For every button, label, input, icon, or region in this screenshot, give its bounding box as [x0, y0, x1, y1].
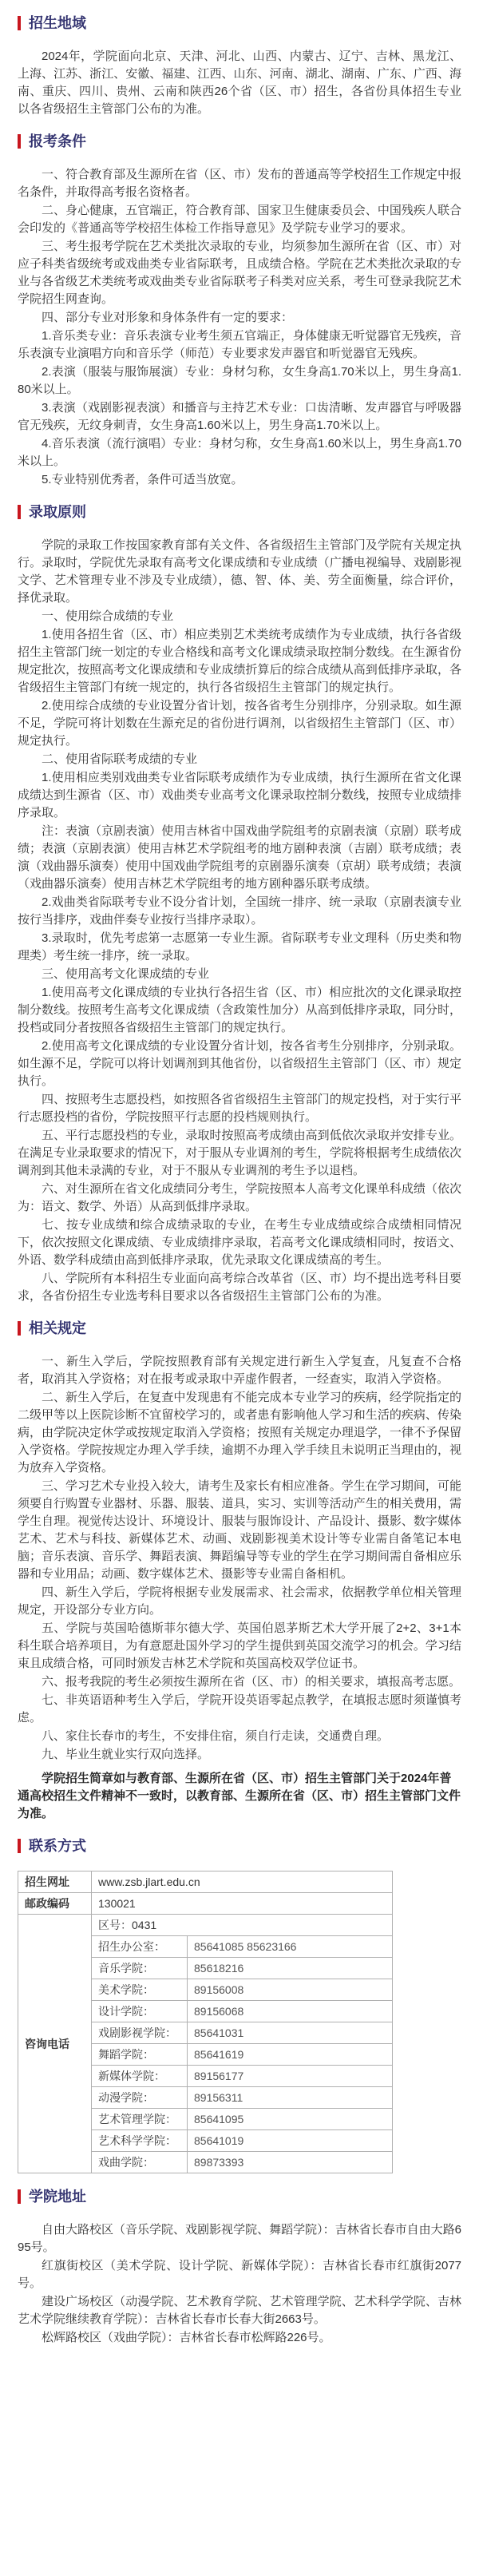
section-region [18, 11, 461, 118]
phone-label: 咨询电话 [18, 1915, 92, 2173]
dept-tel[interactable]: 85618216 [188, 1958, 393, 1979]
dept-name: 戏曲学院： [92, 2152, 188, 2173]
paragraph: 一、符合教育部及生源所在省（区、市）发布的普通高等学校招生工作规定中报名条件，并取得高考报名资格者。 [18, 168, 461, 199]
dept-name: 艺术管理学院： [92, 2109, 188, 2130]
paragraph: 五、平行志愿投档的专业，录取时按照高考成绩由高到低依次录取并安排专业。在满足专业录取要求的情况下，对于服从专业调剂的考生，学院将根据考生成绩依次调剂到其他未录满的专业，对于不服从专业调剂的考生予以退档。 [18, 1129, 461, 1177]
post-value: 130021 [92, 1893, 393, 1915]
dept-name: 动漫学院： [92, 2087, 188, 2109]
paragraph: 五、学院与英国哈德斯菲尔德大学、英国伯恩茅斯艺术大学开展了2+2、3+1本科生联合培养项目，为有意愿赴国外学习的学生提供到英国交流学习的机会。学习结束且成绩合格，可同时颁发吉林艺术学院和英国高校双学位证书。 [18, 1621, 461, 1670]
paragraph: 2.使用综合成绩的专业设置分省计划，按各省考生分别排序，分别录取。如生源不足，学院可将计划数在生源充足的省份进行调剂，以省级招生主管部门（区、市）规定执行。 [18, 699, 461, 748]
heading: 录取原则 [29, 504, 86, 520]
paragraph: 三、考生报考学院在艺术类批次录取的专业，均须参加生源所在省（区、市）对应子科类省级统考或戏曲类专业省际联考，且成绩合格。学院在艺术类批次录取的专业与各省级艺术类统考或戏曲类专业省际联考子科类对应关系，考生可登录我院艺术学院招生网查询。 [18, 240, 461, 306]
dept-name: 新媒体学院： [92, 2066, 188, 2087]
dept-tel[interactable]: 85641019 [188, 2130, 393, 2152]
table-row [18, 1915, 393, 1936]
address-line: 建设广场校区（动漫学院、艺术教育学院、艺术管理学院、艺术科学学院、吉林艺术学院继续教育学院）：吉林省长春市长春大街2663号。 [18, 2295, 461, 2326]
paragraph: 七、非英语语种考生入学后，学院开设英语零起点教学，在填报志愿时须谨慎考虑。 [18, 1693, 461, 1725]
section-title [18, 11, 461, 35]
site-link[interactable]: www.zsb.jlart.edu.cn [92, 1871, 393, 1893]
dept-name: 音乐学院： [92, 1958, 188, 1979]
paragraph: 1.使用各招生省（区、市）相应类别艺术类统考成绩作为专业成绩，执行各省级招生主管部门统一划定的专业合格线和高考文化课成绩录取控制分数线。在生源省份规定批次，按照高考文化课成绩和专业成绩折算后的综合成绩从高到低排序录取，各省级招生主管部门有统一规定的，执行各省级招生主管部门的规定执行。 [18, 628, 461, 694]
table-row [18, 1871, 393, 1893]
section-regulations [18, 1316, 461, 1823]
section-address [18, 2185, 461, 2347]
dept-name: 舞蹈学院： [92, 2044, 188, 2066]
dept-tel[interactable]: 89156008 [188, 1979, 393, 2001]
title-bar [18, 134, 21, 149]
post-label: 邮政编码 [18, 1893, 92, 1915]
heading: 学院地址 [29, 2189, 86, 2205]
dept-name: 戏剧影视学院： [92, 2022, 188, 2044]
dept-name: 艺术科学学院： [92, 2130, 188, 2152]
heading: 招生地域 [29, 15, 86, 31]
title-bar [18, 505, 21, 519]
paragraph: 七、按专业成绩和综合成绩录取的专业，在考生专业成绩或综合成绩相同情况下，依次按照文化课成绩、专业成绩排序录取，若高考文化课成绩相同时，按语文、外语、数学科成绩由高到低排序录取，优先录取文化课成绩高的考生。 [18, 1218, 461, 1267]
section-title [18, 2185, 461, 2209]
heading: 联系方式 [29, 1838, 86, 1854]
paragraph: 一、使用综合成绩的专业 [42, 609, 174, 623]
section-title [18, 129, 461, 153]
paragraph: 八、家住长春市的考生，不安排住宿，须自行走读，交通费自理。 [42, 1729, 390, 1743]
title-bar [18, 16, 21, 30]
paragraph: 1.音乐类专业：音乐表演专业考生须五官端正，身体健康无听觉器官无残疾，音乐表演专业演唱方向和音乐学（师范）专业要求发声器官和听觉器官无残疾。 [18, 329, 461, 360]
paragraph: 四、部分专业对形象和身体条件有一定的要求： [42, 311, 294, 324]
paragraph: 六、对生源所在省文化成绩同分考生，学院按照本人高考文化课单科成绩（依次为：语文、数学、外语）从高到低排序录取。 [18, 1182, 461, 1213]
paragraph: 三、使用高考文化课成绩的专业 [42, 967, 210, 981]
dept-tel[interactable]: 89156068 [188, 2001, 393, 2022]
area-code: 区号：0431 [92, 1915, 393, 1936]
policy-note: 学院招生简章如与教育部、生源所在省（区、市）招生主管部门关于2024年普通高校招生文件精神不一致时，以教育部、生源所在省（区、市）招生主管部门文件为准。 [18, 1772, 461, 1820]
section-title [18, 1316, 461, 1340]
title-bar [18, 1321, 21, 1336]
paragraph: 2.表演（服装与服饰展演）专业：身材匀称，女生身高1.70米以上，男生身高1.80米以上。 [18, 365, 461, 396]
section-admission-rules [18, 500, 461, 1305]
paragraph: 四、按照考生志愿投档，如按照各省省级招生主管部门的规定投档，对于实行平行志愿投档的省份，学院按照平行志愿的投档规则执行。 [18, 1093, 461, 1124]
paragraph: 1.使用相应类别戏曲类专业省际联考成绩作为专业成绩，执行生源所在省文化课成绩达到生源省（区、市）戏曲类专业高考文化课录取控制分数线，按照专业成绩排序录取。 [18, 771, 461, 820]
paragraph: 二、身心健康，五官端正，符合教育部、国家卫生健康委员会、中国残疾人联合会印发的《普通高等学校招生体检工作指导意见》及学院专业学习的要求。 [18, 204, 461, 235]
address-line: 自由大路校区（音乐学院、戏剧影视学院、舞蹈学院）：吉林省长春市自由大路695号。 [18, 2223, 461, 2254]
paragraph: 3.表演（戏剧影视表演）和播音与主持艺术专业：口齿清晰、发声器官与呼吸器官无残疾，无纹身刺青，女生身高1.60米以上，男生身高1.70米以上。 [18, 401, 461, 432]
dept-tel[interactable]: 89156177 [188, 2066, 393, 2087]
paragraph: 3.录取时，优先考虑第一志愿第一专业生源。省际联考专业文理科（历史类和物理类）考生统一排序，统一录取。 [18, 931, 461, 963]
title-bar [18, 1839, 21, 1853]
section-contact [18, 1834, 461, 2173]
dept-tel[interactable]: 85641031 [188, 2022, 393, 2044]
paragraph: 九、毕业生就业实行双向选择。 [42, 1748, 210, 1761]
address-line: 松辉路校区（戏曲学院）：吉林省长春市松辉路226号。 [42, 2331, 331, 2344]
paragraph: 5.专业特别优秀者，条件可适当放宽。 [42, 473, 243, 486]
paragraph: 二、新生入学后，在复查中发现患有不能完成本专业学习的疾病，经学院指定的二级甲等以上医院诊断不宜留校学习的，或者患有影响他人学习和生活的疾病、传染病，由学院决定休学或按规定取消入学资格；按照有关规定办理退学，一律不予保留入学资格。学院按规定办理入学手续，逾期不办理入学手续且未说明正当理由的，视为放弃入学资格。 [18, 1391, 461, 1475]
section-requirements [18, 129, 461, 489]
dept-tel[interactable]: 85641619 [188, 2044, 393, 2066]
contact-table [18, 1871, 393, 2173]
title-bar [18, 2189, 21, 2204]
paragraph: 三、学习艺术专业投入较大，请考生及家长有相应准备。学生在学习期间，可能须要自行购置专业器材、乐器、服装、道具，实习、实训等活动产生的相关费用，需学生自理。视觉传达设计、环境设计、服装与服饰设计、产品设计、摄影、数字媒体艺术、艺术与科技、新媒体艺术、动画、戏剧影视美术设计等专业需自备笔记本电脑；音乐表演、音乐学、舞蹈表演、舞蹈编导等专业的学生在学习期间需自备相应乐器和专业用品；动画、数字媒体艺术、摄影等专业需自备相机。 [18, 1479, 461, 1581]
paragraph: 二、使用省际联考成绩的专业 [42, 752, 198, 766]
paragraph: 注：表演（京剧表演）使用吉林省中国戏曲学院组考的京剧表演（京剧）联考成绩；表演（京剧表演）使用吉林艺术学院组考的地方剧种表演（吉剧）联考成绩；表演（戏曲器乐演奏）使用中国戏曲学院组考的京剧器乐演奏（京胡）联考成绩；表演（戏曲器乐演奏）使用吉林艺术学院组考的地方剧种器乐联考成绩。 [18, 824, 461, 891]
section-title [18, 500, 461, 524]
paragraph: 2.戏曲类省际联考专业不设分省计划，全国统一排序、统一录取（京剧表演专业按行当排序，戏曲伴奏专业按行当排序录取）。 [18, 895, 461, 927]
paragraph: 六、报考我院的考生必须按生源所在省（区、市）的相关要求，填报高考志愿。 [42, 1675, 461, 1689]
paragraph: 4.音乐表演（流行演唱）专业：身材匀称，女生身高1.60米以上，男生身高1.70米以上。 [18, 437, 461, 468]
heading: 相关规定 [29, 1320, 86, 1336]
dept-tel[interactable]: 89156311 [188, 2087, 393, 2109]
section-title [18, 1834, 461, 1858]
paragraph: 1.使用高考文化课成绩的专业执行各招生省（区、市）相应批次的文化课录取控制分数线。按照考生高考文化课成绩（含政策性加分）从高到低排序录取，同分时，投档或同分者按照各省级招生主管部门的规定执行。 [18, 986, 461, 1034]
dept-tel[interactable]: 89873393 [188, 2152, 393, 2173]
paragraph: 一、新生入学后，学院按照教育部有关规定进行新生入学复查，凡复查不合格者，取消其入学资格；对在报考或录取中弄虚作假者，一经查实，取消入学资格。 [18, 1355, 461, 1386]
site-label: 招生网址 [18, 1871, 92, 1893]
address-line: 红旗街校区（美术学院、设计学院、新媒体学院）：吉林省长春市红旗街2077号。 [18, 2259, 461, 2290]
paragraph: 2024年，学院面向北京、天津、河北、山西、内蒙古、辽宁、吉林、黑龙江、上海、江苏、浙江、安徽、福建、江西、山东、河南、湖北、湖南、广东、广西、海南、重庆、四川、贵州、云南和陕西26个省（区、市）招生，各省份具体招生专业以各省级招生主管部门公布的为准。 [18, 50, 461, 116]
dept-tel[interactable]: 85641085 85623166 [188, 1936, 393, 1958]
dept-tel[interactable]: 85641095 [188, 2109, 393, 2130]
paragraph: 四、新生入学后，学院将根据专业发展需求、社会需求，依据教学单位相关管理规定，开设部分专业方向。 [18, 1586, 461, 1617]
dept-name: 美术学院： [92, 1979, 188, 2001]
paragraph: 八、学院所有本科招生专业面向高考综合改革省（区、市）均不提出选考科目要求，各省份招生专业选考科目要求以各省级招生主管部门公布的为准。 [18, 1272, 461, 1303]
table-row [18, 1893, 393, 1915]
paragraph: 学院的录取工作按国家教育部有关文件、各省级招生主管部门及学院有关规定执行。录取时，学院优先录取有高考文化课成绩和专业成绩（广播电视编导、戏剧影视文学、艺术管理专业不涉及专业成绩），德、智、体、美、劳全面衡量，综合评价，择优录取。 [18, 538, 461, 605]
paragraph: 2.使用高考文化课成绩的专业设置分省计划，按各省考生分别排序，分别录取。如生源不足，学院可以将计划调剂到其他省份，以省级招生主管部门（区、市）规定执行。 [18, 1039, 461, 1088]
dept-name: 设计学院： [92, 2001, 188, 2022]
dept-name: 招生办公室： [92, 1936, 188, 1958]
heading: 报考条件 [29, 133, 86, 149]
